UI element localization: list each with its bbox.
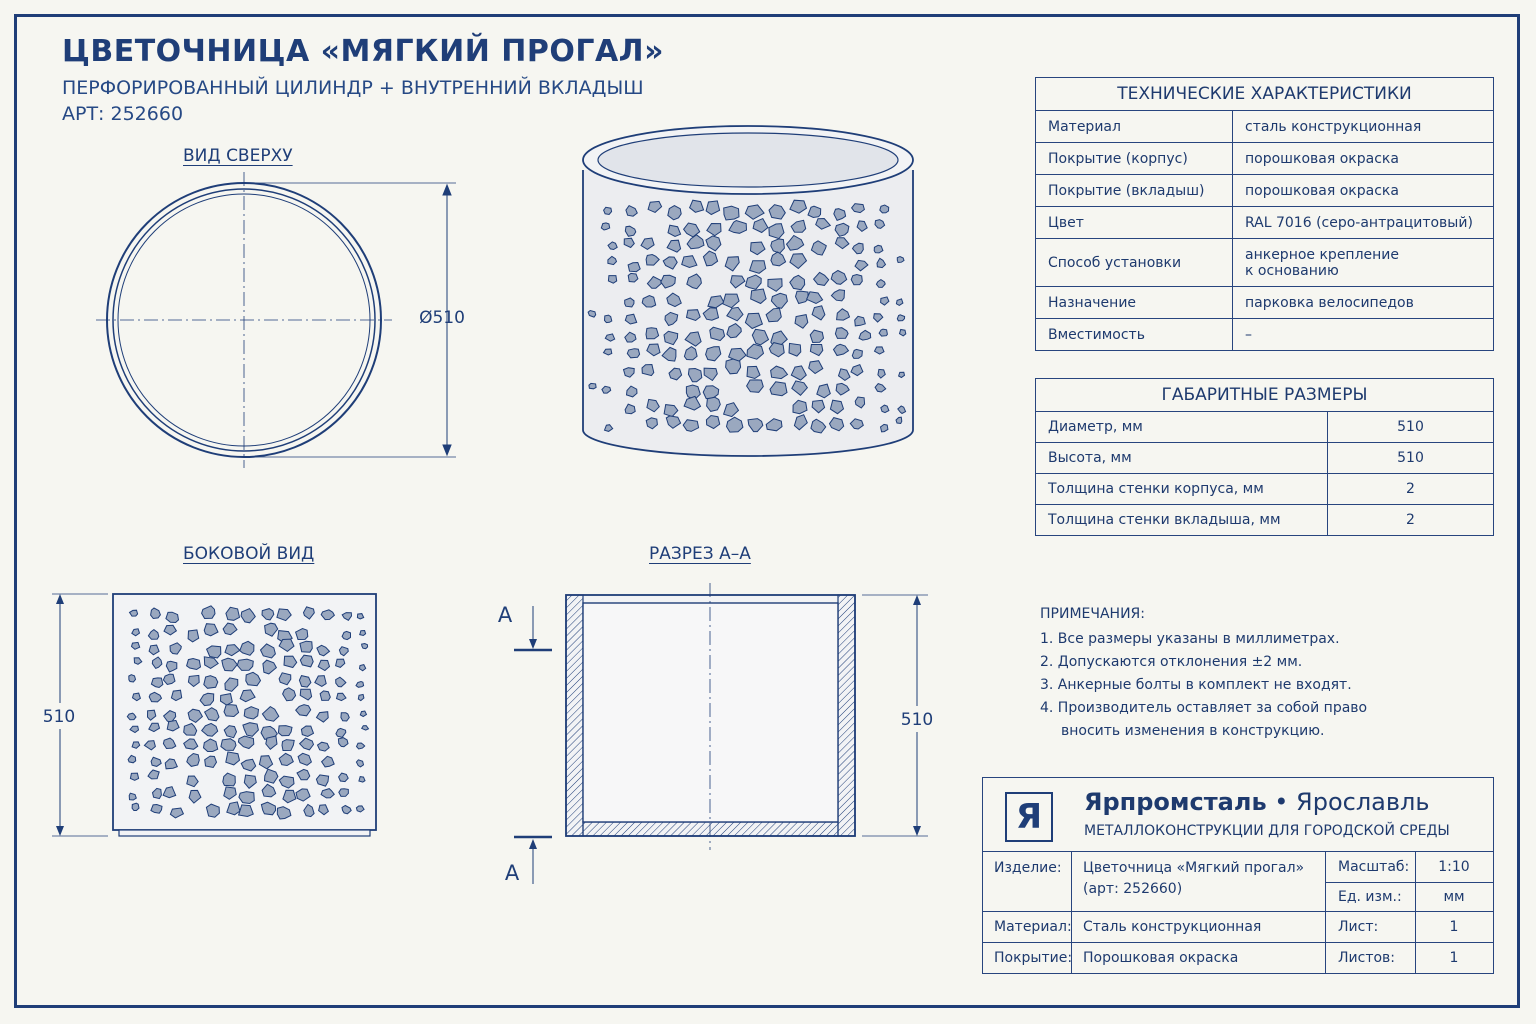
note-item-continued: вносить изменения в конструкцию. [1061,723,1325,739]
spec-value [1233,239,1494,287]
scale-label: Масштаб: [1338,859,1410,875]
product-value-art: (арт: 252660) [1083,881,1183,897]
company-logo: Я [1005,792,1053,842]
note-item: 2. Допускаются отклонения ±2 мм. [1040,654,1303,670]
perforation-cell [339,773,349,782]
spec-label: Вместимость [1036,319,1233,351]
product-label: Изделие: [994,860,1062,876]
perforation-cell [320,691,330,701]
spec-value: сталь конструкционная [1233,111,1494,143]
perforation-cell [646,328,659,339]
spec-value: – [1233,319,1494,351]
perforation-cell [747,380,764,392]
notes-heading: ПРИМЕЧАНИЯ: [1040,606,1145,622]
company-city: • Ярославль [1274,788,1430,816]
spec-value: парковка велосипедов [1233,287,1494,319]
tech-specs-table [1035,77,1494,351]
company-line [1084,788,1430,816]
title-block [982,777,1494,974]
product-value: Цветочница «Мягкий прогал» [1083,860,1305,876]
side-view-label: БОКОВОЙ ВИД [183,544,315,564]
perforation-cell [151,805,162,814]
overall-dims-table [1035,378,1494,536]
article-number: АРТ: 252660 [62,103,184,125]
perforation-cell [221,739,236,751]
perforation-cell [339,789,349,797]
perforation-cell [771,239,785,253]
isometric-view [583,126,913,456]
note-item: 4. Производитель оставляет за собой право [1040,700,1368,716]
perforation-cell [130,773,138,780]
perforation-cell [881,405,889,413]
section-mark-top: А [497,603,513,627]
sheets-value: 1 [1449,950,1459,966]
section-mark-bottom: А [504,861,520,885]
perforation-cell [897,257,904,263]
spec-label: Цвет [1036,207,1233,239]
perforation-cell [299,676,311,688]
note-item: 1. Все размеры указаны в миллиметрах. [1040,631,1340,647]
perforation-cell [132,803,139,810]
sheet-value: 1 [1449,919,1459,935]
perforation-cell [129,675,136,682]
perforation-cell [625,298,634,307]
perforation-cell [278,726,292,736]
coating-label: Покрытие: [994,950,1073,966]
perforation-cell [244,707,258,719]
scale-value: 1:10 [1438,859,1470,875]
dim-value: 510 [1328,412,1494,443]
perforation-cell [589,383,596,388]
side-view [52,594,376,836]
perforation-cell [855,316,866,326]
perforation-cell [300,641,312,652]
top-view-label: ВИД СВЕРХУ [183,146,293,166]
tb-divider [983,942,1493,943]
tb-divider [1325,851,1326,973]
perforation-cell [879,329,887,336]
spec-label: Материал [1036,111,1233,143]
spec-label: Покрытие (вкладыш) [1036,175,1233,207]
perforation-cell [628,263,640,272]
perforation-cell [206,804,219,817]
dim-label: Толщина стенки вкладыша, мм [1036,505,1328,536]
sheet-label: Лист: [1338,919,1379,935]
dim-value: 510 [1328,443,1494,474]
perforation-cell [187,659,201,670]
perforation-cell [628,273,638,282]
perforation-cell [360,631,366,636]
spec-label: Способ установки [1036,239,1233,287]
company-name: Ярпромсталь [1084,788,1267,816]
tb-divider [1325,882,1493,883]
perforation-cell [237,659,253,670]
perforation-cell [605,315,612,323]
coating-value: Порошковая окраска [1083,950,1239,966]
perforation-cell [224,705,239,717]
material-label: Материал: [994,919,1072,935]
unit-label: Ед. изм.: [1338,889,1402,905]
overall-dims-header: ГАБАРИТНЫЕ РАЗМЕРЫ [1036,379,1494,412]
perforation-cell [851,275,862,285]
section-view-label: РАЗРЕЗ А–А [649,544,751,564]
perforation-cell [129,793,136,800]
spec-label: Покрытие (корпус) [1036,143,1233,175]
spec-value-line1: анкерное крепление [1245,246,1400,263]
dim-value: 2 [1328,505,1494,536]
section-view [514,583,928,884]
spec-value: порошковая окраска [1233,175,1494,207]
dim-label: Диаметр, мм [1036,412,1328,443]
perforation-cell [627,349,639,358]
perforation-cell [204,676,218,689]
perforation-cell [342,631,350,639]
perforation-cell [796,291,809,303]
tech-specs-header: ТЕХНИЧЕСКИЕ ХАРАКТЕРИСТИКИ [1036,78,1494,111]
top-view [96,172,456,468]
perforation-cell [604,207,612,214]
tb-divider [983,851,1493,852]
notes-block [1040,603,1367,743]
perforation-cell [874,245,883,253]
spec-value: порошковая окраска [1233,143,1494,175]
sheets-label: Листов: [1338,950,1396,966]
company-tagline: МЕТАЛЛОКОНСТРУКЦИИ ДЛЯ ГОРОДСКОЙ СРЕДЫ [1084,823,1450,839]
perforation-cell [341,713,349,721]
section-height-dim: 510 [900,710,934,730]
material-value: Сталь конструкционная [1083,919,1262,935]
perforation-cell [810,330,823,342]
dim-label: Толщина стенки корпуса, мм [1036,474,1328,505]
dim-value: 2 [1328,474,1494,505]
spec-value-line2: к основанию [1245,262,1339,279]
dim-label: Высота, мм [1036,443,1328,474]
perforation-cell [601,223,609,230]
side-height-dim: 510 [42,707,76,727]
drawing-title: ЦВЕТОЧНИЦА «МЯГКИЙ ПРОГАЛ» [62,34,664,69]
perforation-cell [359,777,365,783]
perforation-cell [880,205,889,213]
drawing-subtitle: ПЕРФОРИРОВАННЫЙ ЦИЛИНДР + ВНУТРЕННИЙ ВКЛАДЫШ [62,77,644,99]
perforation-cell [897,315,904,321]
note-item: 3. Анкерные болты в комплект не входят. [1040,677,1352,693]
perforation-cell [707,397,721,411]
spec-label: Назначение [1036,287,1233,319]
perforation-cell [362,644,368,649]
tb-divider [983,911,1493,912]
perforation-cell [724,206,739,220]
perforation-cell [852,349,862,358]
diameter-dim: Ø510 [419,308,465,328]
perforation-cell [642,365,654,376]
spec-value: RAL 7016 (серо-антрацитовый) [1233,207,1494,239]
unit-value: мм [1443,889,1465,905]
perforation-cell [300,655,313,667]
